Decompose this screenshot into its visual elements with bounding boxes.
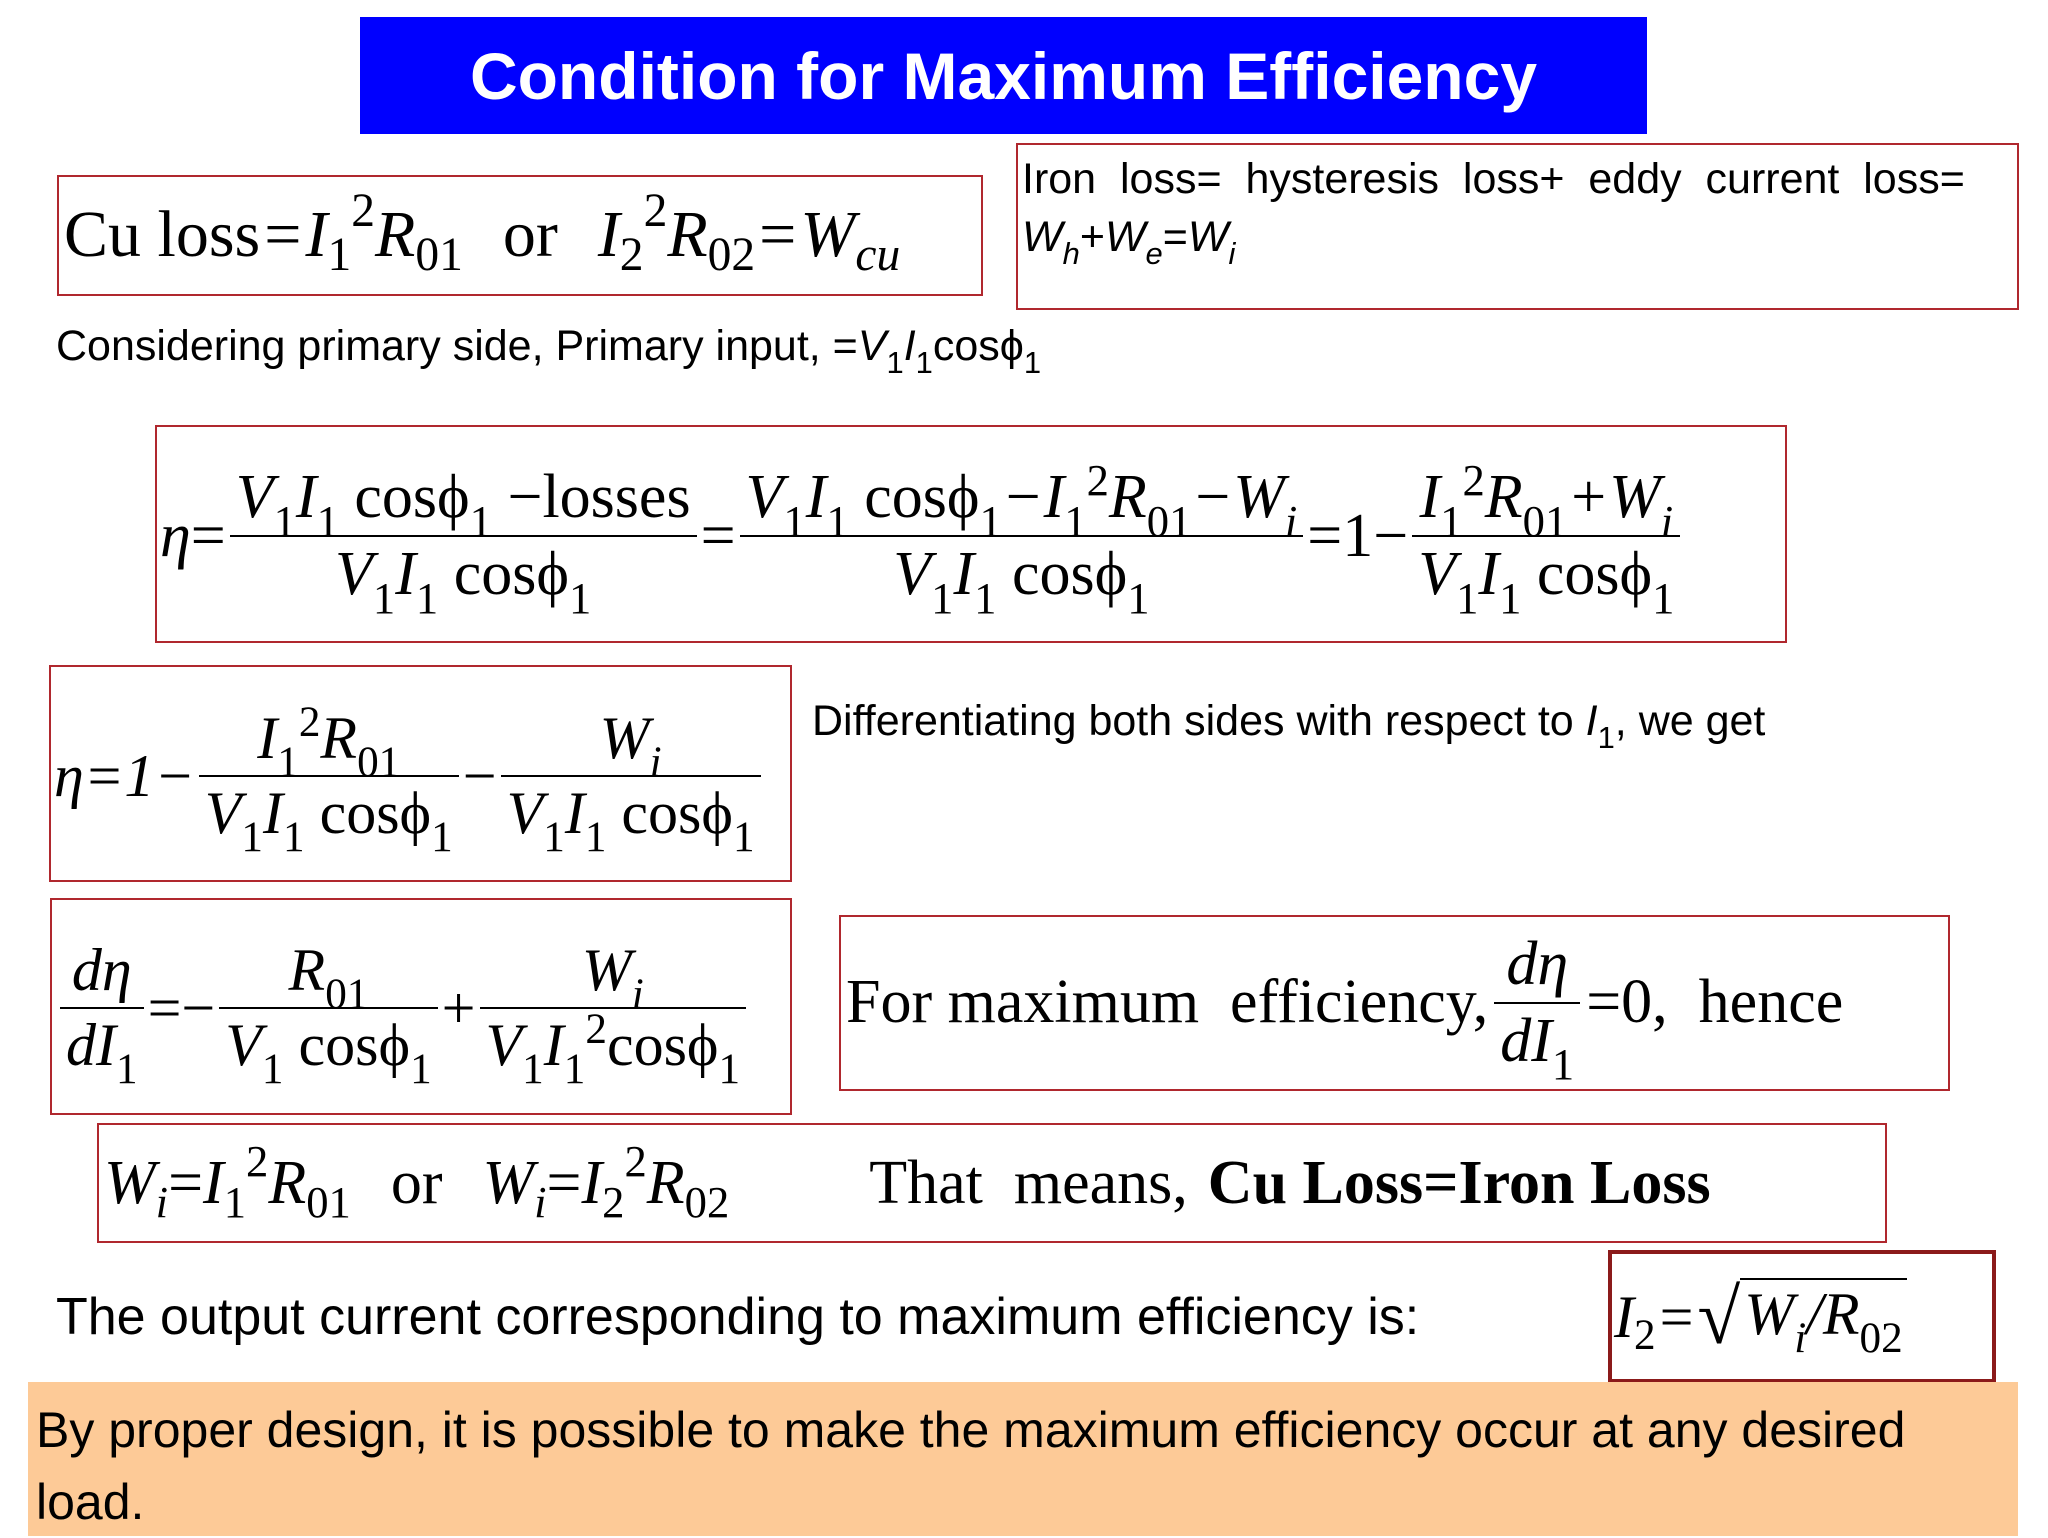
output-current-text: The output current corresponding to maximum efficiency is: bbox=[56, 1288, 1420, 1346]
fraction-cu: $\frac{I_1^2R_{01}}{V_1I_1 \cos\phi_1}$ bbox=[199, 704, 459, 848]
equals-sign: = bbox=[264, 198, 302, 271]
square-root: √ $W_i/R_{02}$ bbox=[1697, 1278, 1906, 1356]
iron-loss-line: Iron loss= hysteresis loss+ eddy current loss= bbox=[1022, 155, 1965, 203]
slide-title: Condition for Maximum Efficiency bbox=[360, 17, 1647, 134]
primary-input-text: Considering primary side, Primary input, $=V_1I_1\cos\phi_1$ bbox=[56, 322, 1042, 380]
iron-loss-formula: $W_h+W_e=W_i$ bbox=[1022, 213, 1236, 271]
fraction-3: $\frac{I_1^2R_{01}+W_i}{V_1I_1 \cos\phi_1}$ bbox=[1412, 462, 1680, 610]
cu-loss-equation: Cu loss = I 1 2 R 01 or I 2 2 R 02 = W cu bbox=[64, 185, 901, 281]
footer-text: By proper design, it is possible to make the maximum efficiency occur at any desired load. bbox=[36, 1402, 1906, 1530]
max-efficiency-statement: For maximum efficiency, $\frac{d\eta}{dI_1}$ =0, hence bbox=[846, 929, 1844, 1090]
eta-split-equation: η=1− $\frac{I_1^2R_{01}}{V_1I_1 \cos\phi_1}$ − $\frac{W_i}{V_1I_1 \cos\phi_1}$ bbox=[54, 676, 765, 876]
efficiency-equation: η = $\frac{V_1I_1 \cos\phi_1 -losses}{V_1I_1 \cos\phi_1}$ = $\frac{V_1I_1 \cos\phi_1-I_1^2R_{01}-W_i}{V_1I_1 \cos\phi_1}$ =1− $\frac{I_1^2R_{01}+W_i}{V_1I_1 \cos\phi_1}$ bbox=[160, 436, 1684, 636]
iron-loss-text bbox=[1022, 150, 2012, 270]
radical-icon: √ bbox=[1697, 1273, 1741, 1360]
wi-equals-equation: W i = I 1 2 R 01 or W i = I 2 2 R 02 That means, Cu Loss = Iron Loss bbox=[104, 1135, 1711, 1227]
d-eta-d-i-condition: $\frac{d\eta}{dI_1}$ bbox=[1494, 929, 1580, 1077]
fraction-2: $\frac{V_1I_1 \cos\phi_1-I_1^2R_{01}-W_i}{V_1I_1 \cos\phi_1}$ bbox=[740, 462, 1304, 610]
or-word: or bbox=[502, 198, 558, 271]
result-equation: I 2 = √ $W_i/R_{02}$ bbox=[1614, 1258, 1907, 1376]
fraction-r01: $\frac{R_{01}}{V_1 \cos\phi_1}$ bbox=[219, 936, 437, 1080]
fraction-wi: $\frac{W_i}{V_1I_1^2\cos\phi_1}$ bbox=[480, 936, 747, 1080]
fraction-iron: $\frac{W_i}{V_1I_1 \cos\phi_1}$ bbox=[501, 704, 761, 848]
differentiating-text: Differentiating both sides with respect to $I_1$, we get bbox=[812, 697, 1766, 755]
that-means-text: That means, bbox=[869, 1148, 1188, 1217]
w-cu-symbol: W bbox=[800, 198, 856, 271]
iron-loss-bold: Iron Loss bbox=[1458, 1148, 1711, 1217]
i1-symbol: I bbox=[305, 198, 328, 271]
cu-loss-bold: Cu Loss bbox=[1207, 1148, 1424, 1217]
d-eta-d-i: $\frac{d\eta}{dI_1}$ bbox=[60, 936, 144, 1080]
cu-loss-label: Cu loss bbox=[64, 198, 261, 271]
derivative-equation: $\frac{d\eta}{dI_1}$ =− $\frac{R_{01}}{V_1 \cos\phi_1}$ + $\frac{W_i}{V_1I_1^2\cos\phi_1}$ bbox=[56, 908, 750, 1108]
i2-symbol: I bbox=[597, 198, 620, 271]
fraction-1: $\frac{V_1I_1 \cos\phi_1 -losses}{V_1I_1 \cos\phi_1}$ bbox=[230, 462, 697, 610]
